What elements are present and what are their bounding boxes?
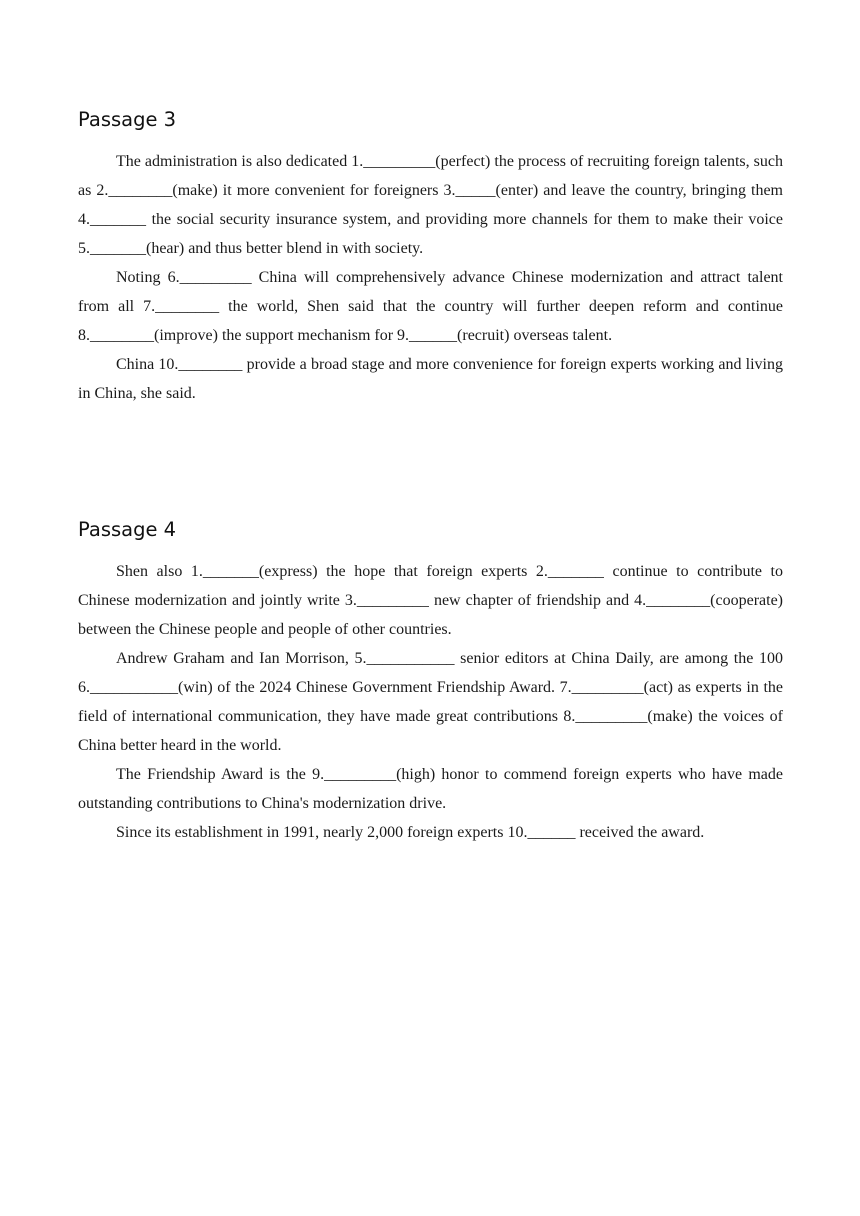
passage-4-paragraph-2: Andrew Graham and Ian Morrison, 5.___________ senior editors at China Daily, are among the 100 6.___________(win) of the 2024 Chinese Government Friendship Award. 7._________(act) as experts in the field of international communication, they have made great contributions 8._________(make) the voices of China better heard in the world.	[78, 650, 783, 754]
passage-4-body	[78, 557, 783, 847]
passage-3-body	[78, 147, 783, 408]
passage-4-title: Passage 4	[78, 518, 177, 541]
passage-3-paragraph-1: The administration is also dedicated 1._________(perfect) the process of recruiting foreign talents, such as 2.________(make) it more convenient for foreigners 3._____(enter) and leave the country, bringing them 4._______ the social security insurance system, and providing more channels for them to make their voice 5._______(hear) and thus better blend in with society.	[78, 153, 783, 257]
passage-3-paragraph-3: China 10.________ provide a broad stage and more convenience for foreign experts working and living in China, she said.	[78, 356, 783, 402]
passage-3-title: Passage 3	[78, 108, 177, 131]
passage-4-paragraph-4: Since its establishment in 1991, nearly 2,000 foreign experts 10.______ received the award.	[116, 824, 705, 841]
passage-3-paragraph-2: Noting 6._________ China will comprehensively advance Chinese modernization and attract talent from all 7.________ the world, Shen said that the country will further deepen reform and continue 8.________(improve) the support mechanism for 9.______(recruit) overseas talent.	[78, 269, 783, 344]
passage-4-paragraph-3: The Friendship Award is the 9._________(high) honor to commend foreign experts who have made outstanding contributions to China's modernization drive.	[78, 766, 783, 812]
passage-4-paragraph-1: Shen also 1._______(express) the hope that foreign experts 2._______ continue to contribute to Chinese modernization and jointly write 3._________ new chapter of friendship and 4.________(cooperate) between the Chinese people and people of other countries.	[78, 563, 783, 638]
